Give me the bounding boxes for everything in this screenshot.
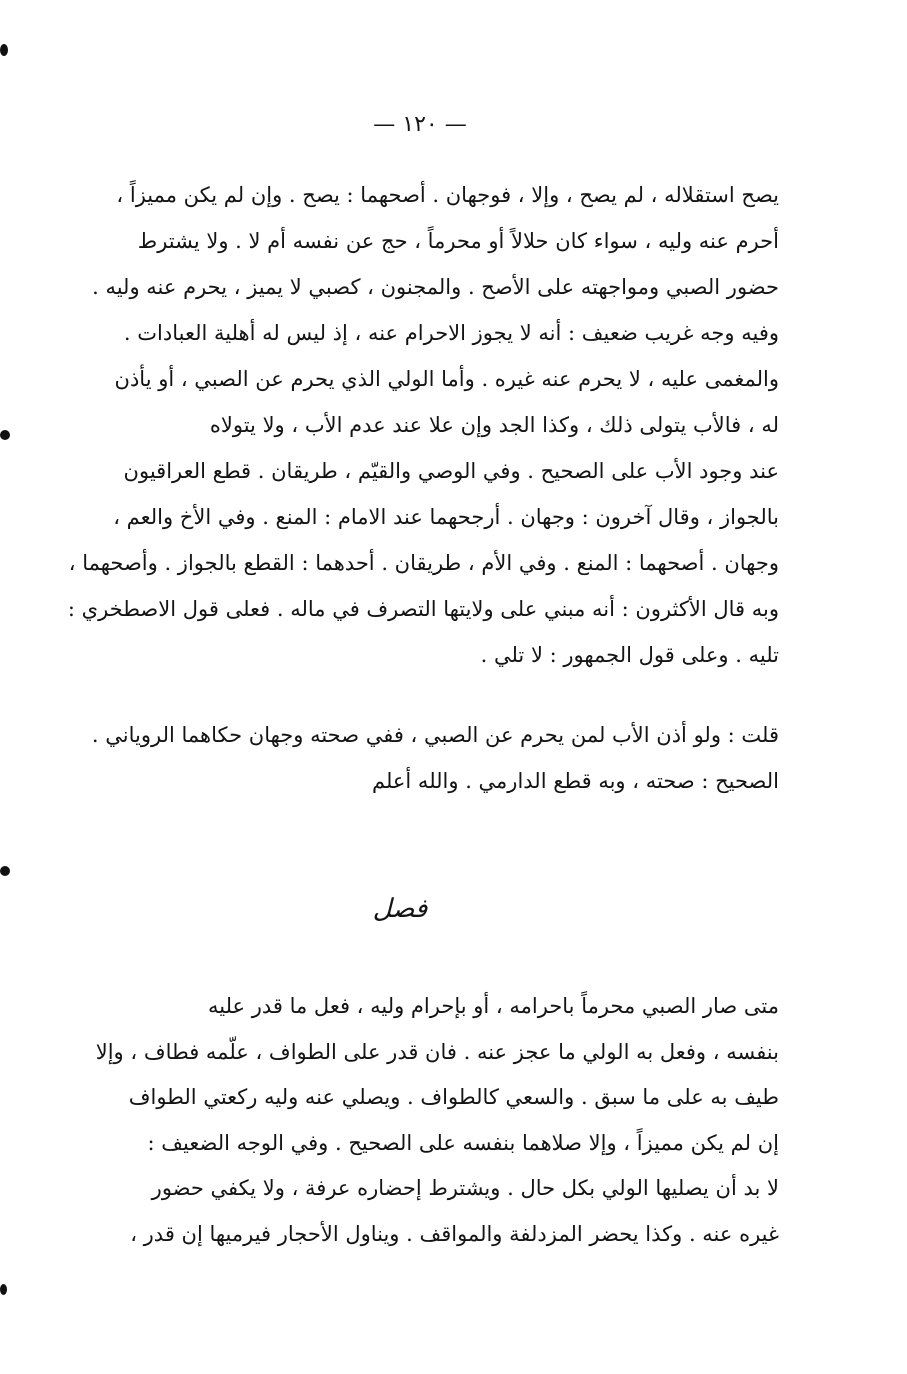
text-line: أحرم عنه وليه ، سواء كان حلالاً أو محرماً ، حج عن نفسه أم لا . ولا يشترط: [137, 229, 779, 253]
text-line: وجهان . أصحهما : المنع . وفي الأم ، طريقان . أحدهما : القطع بالجواز . وأصحهما ،: [68, 551, 779, 575]
text-line: قلت : ولو أذن الأب لمن يحرم عن الصبي ، ففي صحته وجهان حكاهما الروياني .: [91, 723, 779, 747]
text-line: متى صار الصبي محرماً باحرامه ، أو بإحرام وليه ، فعل ما قدر عليه: [207, 994, 779, 1018]
text-line: طيف به على ما سبق . والسعي كالطواف . ويصلي عنه وليه ركعتي الطواف: [128, 1085, 779, 1109]
text-line: لا بد أن يصليها الولي بكل حال . ويشترط إحضاره عرفة ، ولا يكفي حضور: [151, 1176, 779, 1200]
scan-mark: [0, 866, 10, 876]
text-line: له ، فالأب يتولى ذلك ، وكذا الجد وإن علا عند عدم الأب ، ولا يتولاه: [209, 413, 779, 437]
text-line: عند وجود الأب على الصحيح . وفي الوصي والقيّم ، طريقان . قطع العراقيون: [123, 459, 779, 483]
text-line: يصح استقلاله ، لم يصح ، وإلا ، فوجهان . أصحهما : يصح . وإن لم يكن مميزاً ،: [116, 183, 779, 207]
scan-mark: [0, 430, 10, 440]
text-line: بالجواز ، وقال آخرون : وجهان . أرجحهما عند الامام : المنع . وفي الأخ والعم ،: [113, 505, 779, 529]
text-line: وبه قال الأكثرون : أنه مبني على ولايتها التصرف في ماله . فعلى قول الاصطخري :: [67, 597, 779, 621]
text-line: غيره عنه . وكذا يحضر المزدلفة والمواقف . ويناول الأحجار فيرميها إن قدر ،: [130, 1221, 779, 1246]
text-line: والمغمى عليه ، لا يحرم عنه غيره . وأما الولي الذي يحرم عن الصبي ، أو يأذن: [114, 367, 779, 391]
text-line: الصحيح : صحته ، وبه قطع الدارمي . والله أعلم: [371, 769, 779, 793]
scan-mark: [0, 1284, 7, 1295]
paragraph-1: [67, 172, 779, 678]
text-line: بنفسه ، وفعل به الولي ما عجز عنه . فان قدر على الطواف ، علّمه فطاف ، وإلا: [95, 1039, 779, 1064]
paragraph-3: [67, 984, 779, 1257]
section-heading: فصل: [372, 894, 428, 924]
text-line: حضور الصبي ومواجهته على الأصح . والمجنون ، كصبي لا يميز ، يحرم عنه وليه .: [92, 275, 779, 299]
paragraph-2: [67, 712, 779, 804]
text-line: وفيه وجه غريب ضعيف : أنه لا يجوز الاحرام عنه ، إذ ليس له أهلية العبادات .: [123, 321, 779, 345]
text-line: تليه . وعلى قول الجمهور : لا تلي .: [480, 643, 779, 667]
scan-mark: [0, 44, 8, 56]
text-line: إن لم يكن مميزاً ، وإلا صلاهما بنفسه على الصحيح . وفي الوجه الضعيف :: [147, 1130, 779, 1155]
page-number: — ١٢٠ —: [373, 112, 467, 137]
